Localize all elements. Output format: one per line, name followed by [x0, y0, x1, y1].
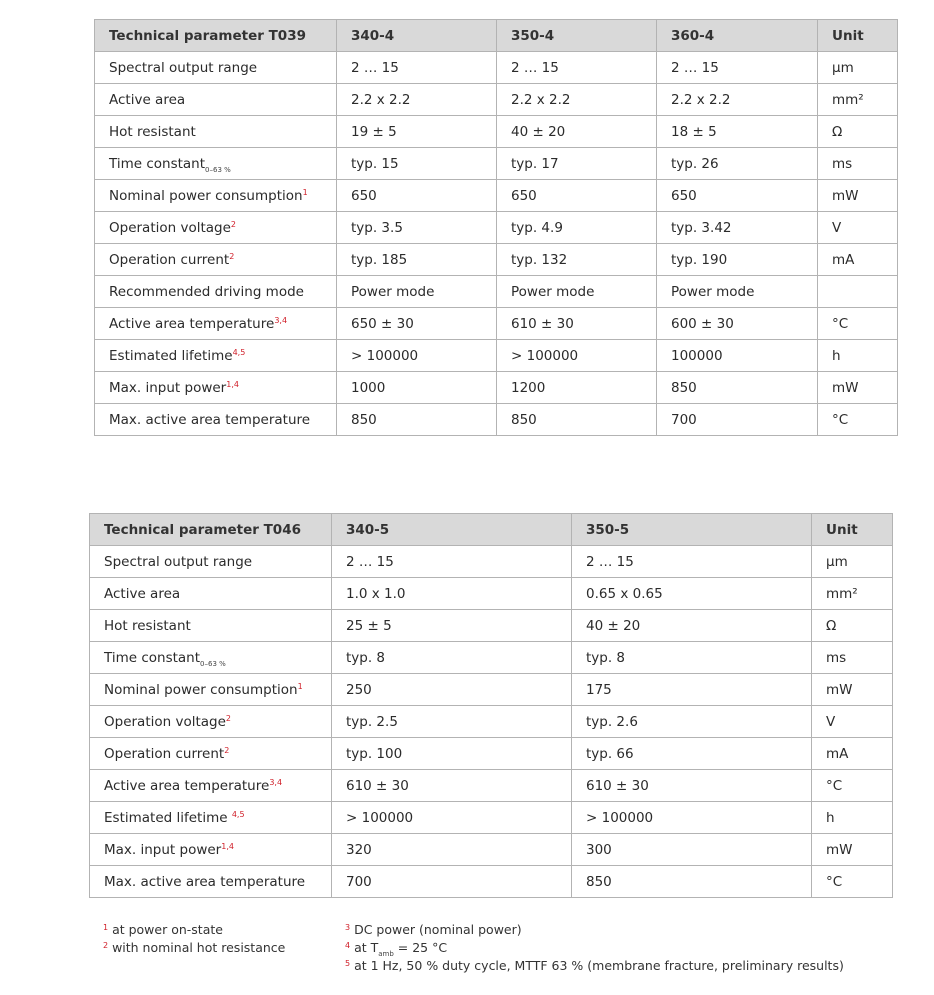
parameter-cell: Hot resistant — [95, 116, 337, 148]
parameter-cell: Nominal power consumption$^1$ — [95, 180, 337, 212]
unit-cell: mW — [812, 834, 893, 866]
unit-cell: V — [812, 706, 893, 738]
value-cell: 2 … 15 — [332, 546, 572, 578]
value-cell: 19 ± 5 — [337, 116, 497, 148]
value-cell: typ. 3.42 — [657, 212, 818, 244]
table-header-row — [95, 20, 898, 52]
table-header-row — [90, 514, 893, 546]
footnote-marker: 1,4 — [226, 379, 239, 389]
value-cell: 25 ± 5 — [332, 610, 572, 642]
value-cell: 2 … 15 — [497, 52, 657, 84]
parameter-cell: Active area temperature$^{3,4}$ — [90, 770, 332, 802]
table-row — [95, 148, 898, 180]
footnote-marker: 2 — [225, 713, 232, 723]
value-cell: 1200 — [497, 372, 657, 404]
parameter-subscript: 0–63 % — [200, 659, 226, 668]
value-cell: typ. 3.5 — [337, 212, 497, 244]
parameter-subscript: 0–63 % — [205, 165, 231, 174]
parameter-cell: Active area temperature$^{3,4}$ — [95, 308, 337, 340]
unit-cell: mW — [818, 372, 898, 404]
header-cell: Unit — [812, 514, 893, 546]
parameter-cell: Operation voltage$^2$ — [95, 212, 337, 244]
unit-cell: Ω — [818, 116, 898, 148]
parameter-cell: Operation voltage$^2$ — [90, 706, 332, 738]
table-row — [90, 802, 893, 834]
value-cell: 700 — [657, 404, 818, 436]
parameter-cell: Active area — [95, 84, 337, 116]
footnote-marker: 4,5 — [231, 809, 245, 819]
value-cell: 650 — [497, 180, 657, 212]
header-cell: 350-5 — [572, 514, 812, 546]
value-cell: 610 ± 30 — [572, 770, 812, 802]
parameter-cell: Estimated lifetime$^{4,5}$ — [95, 340, 337, 372]
unit-cell: mW — [818, 180, 898, 212]
header-cell: 340-4 — [337, 20, 497, 52]
value-cell: typ. 2.6 — [572, 706, 812, 738]
value-cell: 850 — [657, 372, 818, 404]
value-cell: 600 ± 30 — [657, 308, 818, 340]
value-cell: 700 — [332, 866, 572, 898]
table-row — [90, 610, 893, 642]
parameter-cell: Estimated lifetime $^{4,5}$ — [90, 802, 332, 834]
table-row — [95, 52, 898, 84]
value-cell: 1000 — [337, 372, 497, 404]
unit-cell: h — [818, 340, 898, 372]
parameter-cell: Max. active area temperature — [90, 866, 332, 898]
table-row — [95, 84, 898, 116]
parameter-cell: Active area — [90, 578, 332, 610]
value-cell: typ. 66 — [572, 738, 812, 770]
value-cell: 1.0 x 1.0 — [332, 578, 572, 610]
table-row — [95, 180, 898, 212]
table-row — [95, 212, 898, 244]
footnote-4: $^4$ at $T_{amb} = 25$ °C — [345, 940, 448, 958]
value-cell: 2 … 15 — [337, 52, 497, 84]
parameter-cell: Time constant$_{0-63 \%}$ — [90, 642, 332, 674]
parameter-table-t039 — [94, 19, 898, 436]
unit-cell: °C — [812, 770, 893, 802]
unit-cell: h — [812, 802, 893, 834]
value-cell: 850 — [497, 404, 657, 436]
parameter-cell: Operation current$^2$ — [95, 244, 337, 276]
value-cell: 2.2 x 2.2 — [657, 84, 818, 116]
footnote-marker: 2 — [230, 219, 237, 229]
table-row — [95, 372, 898, 404]
table-row — [90, 866, 893, 898]
header-cell: 350-4 — [497, 20, 657, 52]
value-cell: typ. 190 — [657, 244, 818, 276]
table-row — [90, 546, 893, 578]
table-row — [95, 308, 898, 340]
value-cell: Power mode — [337, 276, 497, 308]
table-row — [90, 770, 893, 802]
value-cell: > 100000 — [497, 340, 657, 372]
value-cell: Power mode — [497, 276, 657, 308]
value-cell: typ. 185 — [337, 244, 497, 276]
table-row — [95, 340, 898, 372]
value-cell: 320 — [332, 834, 572, 866]
footnote-5: $^5$ at 1 Hz, 50 % duty cycle, MTTF 63 % (membrane fracture, preliminary results) — [345, 958, 844, 973]
footnote-marker: 2 — [229, 251, 235, 261]
footnote-2: $^2$ with nominal hot resistance — [103, 940, 286, 955]
table-row — [90, 642, 893, 674]
unit-cell: mA — [812, 738, 893, 770]
header-cell: 360-4 — [657, 20, 818, 52]
value-cell: typ. 15 — [337, 148, 497, 180]
unit-cell: ms — [812, 642, 893, 674]
value-cell: 100000 — [657, 340, 818, 372]
value-cell: 300 — [572, 834, 812, 866]
unit-cell: Ω — [812, 610, 893, 642]
value-cell: 650 ± 30 — [337, 308, 497, 340]
unit-cell: °C — [818, 308, 898, 340]
unit-cell — [818, 276, 898, 308]
unit-cell: V — [818, 212, 898, 244]
value-cell: 40 ± 20 — [497, 116, 657, 148]
value-cell: 40 ± 20 — [572, 610, 812, 642]
value-cell: 650 — [337, 180, 497, 212]
header-cell: Unit — [818, 20, 898, 52]
footnote-marker: 3,4 — [274, 315, 288, 325]
value-cell: 2.2 x 2.2 — [337, 84, 497, 116]
unit-cell: mA — [818, 244, 898, 276]
footnote-marker: 4,5 — [232, 347, 246, 357]
value-cell: typ. 8 — [332, 642, 572, 674]
footnote-marker: 1,4 — [221, 841, 234, 851]
value-cell: Power mode — [657, 276, 818, 308]
value-cell: 2.2 x 2.2 — [497, 84, 657, 116]
header-cell: Technical parameter T039 — [95, 20, 337, 52]
value-cell: 850 — [572, 866, 812, 898]
table-row — [95, 116, 898, 148]
footnotes-left — [103, 921, 285, 957]
table-row — [95, 244, 898, 276]
value-cell: typ. 8 — [572, 642, 812, 674]
value-cell: typ. 2.5 — [332, 706, 572, 738]
parameter-cell: Operation current$^2$ — [90, 738, 332, 770]
value-cell: 18 ± 5 — [657, 116, 818, 148]
footnote-3: $^3$ DC power (nominal power) — [345, 922, 522, 937]
value-cell: 250 — [332, 674, 572, 706]
unit-cell: µm — [818, 52, 898, 84]
value-cell: 0.65 x 0.65 — [572, 578, 812, 610]
value-cell: 610 ± 30 — [332, 770, 572, 802]
parameter-cell: Recommended driving mode — [95, 276, 337, 308]
value-cell: > 100000 — [572, 802, 812, 834]
parameter-cell: Spectral output range — [90, 546, 332, 578]
value-cell: typ. 132 — [497, 244, 657, 276]
value-cell: 650 — [657, 180, 818, 212]
parameter-cell: Spectral output range — [95, 52, 337, 84]
table-row — [90, 706, 893, 738]
unit-cell: mW — [812, 674, 893, 706]
value-cell: 610 ± 30 — [497, 308, 657, 340]
value-cell: typ. 4.9 — [497, 212, 657, 244]
value-cell: 2 … 15 — [657, 52, 818, 84]
parameter-cell: Max. input power$^{1,4}$ — [95, 372, 337, 404]
footnote-1: $^1$ at power on-state — [103, 922, 223, 937]
parameter-cell: Time constant$_{0-63 \%}$ — [95, 148, 337, 180]
parameter-cell: Max. active area temperature — [95, 404, 337, 436]
unit-cell: ms — [818, 148, 898, 180]
footnote-marker: 1 — [302, 187, 308, 197]
footnote-marker: 1 — [297, 681, 303, 691]
parameter-cell: Hot resistant — [90, 610, 332, 642]
table-row — [90, 834, 893, 866]
footnote-marker: 2 — [224, 745, 230, 755]
value-cell: > 100000 — [332, 802, 572, 834]
header-cell: Technical parameter T046 — [90, 514, 332, 546]
parameter-table-t046 — [89, 513, 893, 898]
value-cell: 175 — [572, 674, 812, 706]
header-cell: 340-5 — [332, 514, 572, 546]
table-row — [90, 578, 893, 610]
table-row — [90, 738, 893, 770]
unit-cell: °C — [818, 404, 898, 436]
footnotes-right — [345, 921, 844, 975]
value-cell: typ. 100 — [332, 738, 572, 770]
value-cell: > 100000 — [337, 340, 497, 372]
value-cell: typ. 17 — [497, 148, 657, 180]
value-cell: 2 … 15 — [572, 546, 812, 578]
unit-cell: µm — [812, 546, 893, 578]
table-row — [95, 276, 898, 308]
parameter-cell: Max. input power$^{1,4}$ — [90, 834, 332, 866]
value-cell: typ. 26 — [657, 148, 818, 180]
unit-cell: mm² — [818, 84, 898, 116]
unit-cell: mm² — [812, 578, 893, 610]
unit-cell: °C — [812, 866, 893, 898]
footnote-marker: 3,4 — [269, 777, 283, 787]
value-cell: 850 — [337, 404, 497, 436]
table-row — [95, 404, 898, 436]
table-row — [90, 674, 893, 706]
parameter-cell: Nominal power consumption$^1$ — [90, 674, 332, 706]
